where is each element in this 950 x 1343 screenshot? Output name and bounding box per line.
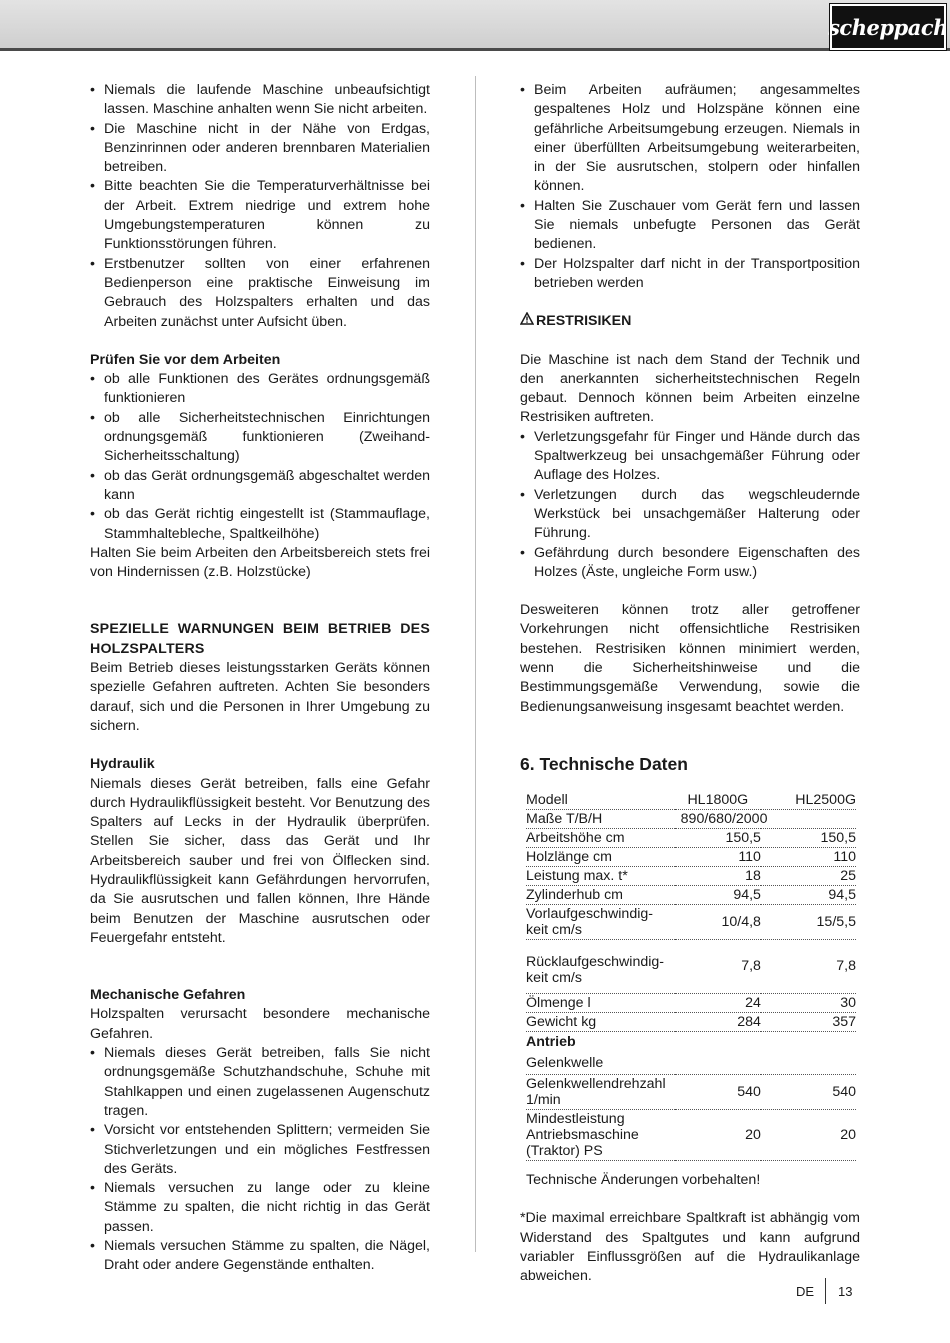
hydraulik-text: Niemals dieses Gerät betreiben, falls eine Gefahr durch Hydraulikflüssigkeit besteht. Vor Benutzung des Spalters auf Lecks in der Hydraulik überprüfen. Stellen Sie sicher, dass das Gerät und Ihr Arbeitsbereich sauber und frei von Ölflecken sind. Hydraulikflüssigkeit kann Gefährdungen hervorrufen, da Sie ausrutschen und fallen können, Ihre Hände beim Benutzen der Maschine ausrutschen oder Feuergefahr entsteht. [90,775,430,946]
check-heading: Prüfen Sie vor dem Arbeiten [90,351,281,368]
table-cell: 20 [675,1109,761,1160]
table-cell: Vorlaufgeschwindig-keit cm/s [526,904,675,939]
table-cell: 94,5 [761,885,856,904]
footnote: *Die maximal erreichbare Spaltkraft ist abhängig vom Widerstand des Spaltgutes und kann aufgrund variabler Einflussgrößen auf die Hydraulikanlage abweichen. [520,1210,860,1285]
table-cell: 150,5 [761,828,856,847]
table-cell: Zylinderhub cm [526,885,675,904]
table-row [526,904,856,939]
rest-text: Die Maschine ist nach dem Stand der Technik und den anerkannten sicherheitstechnischen Regeln gebaut. Dennoch können beim Arbeiten einzelne Restrisiken auftreten. [520,351,860,426]
table-cell: 540 [761,1074,856,1109]
table-cell: 890/680/2000 [675,809,856,828]
changes-note: Technische Änderungen vorbehalten! [526,1171,761,1188]
list-item: • Beim Arbeiten aufräumen; angesammeltes gespaltenes Holz und Holzspäne können eine gefährliche Arbeitsumgebung erzeugen. Niemals in einer überfüllten Arbeitsumgebung weiterarbeiten, in der Sie ausrutschen, stolpern oder hinfallen können. [520,81,860,197]
brand-name: scheppach [828,14,948,40]
list-item: • Verletzungsgefahr für Finger und Hände durch das Spaltwerkzeug bei unsachgemäßer Führung oder Auflage des Holzes. [520,428,860,486]
column-divider [475,76,476,1252]
list-item: • ob alle Sicherheitstechnischen Einrichtungen ordnungsgemäß funktionieren (Zweihand- Sicherheitsschaltung) [90,409,430,467]
mech-text: Holzspalten verursacht besondere mechanische Gefahren. [90,1006,430,1042]
table-cell: 7,8 [675,939,761,993]
list-item: • ob das Gerät richtig eingestellt ist (Stammauflage, Stammhaltebleche, Spaltkeilhöhe) [90,505,430,544]
table-row [526,847,856,866]
intro-list [90,81,430,332]
table-cell: Holzlänge cm [526,847,675,866]
list-item: • Halten Sie Zuschauer vom Gerät fern und lassen Sie niemals unbefugte Personen das Gerät bedienen. [520,197,860,255]
list-item: • ob das Gerät ordnungsgemäß abgeschaltet werden kann [90,467,430,506]
table-cell: 25 [761,866,856,885]
table-cell: 7,8 [761,939,856,993]
table-row [526,866,856,885]
rest-text-2: Desweiteren können trotz aller getroffener Vorkehrungen nicht offensichtliche Restrisiken bestehen. Restrisiken können minimiert werden, wenn die Sicherheitshinweise und die Bestimmungsgemäße Verwendung, sowie die Bedienungsanweisung insgesamt beachtet werden. [520,602,860,715]
right-column [520,81,860,1286]
table-cell: Gelenkwelle [526,1053,856,1075]
table-cell: 357 [761,1012,856,1031]
table-cell: 540 [675,1074,761,1109]
table-row [526,809,856,828]
table-cell: 110 [761,847,856,866]
rest-list [520,428,860,582]
table-row [526,885,856,904]
table-cell: HL1800G [675,791,761,810]
special-text: Beim Betrieb dieses leistungsstarken Geräts können spezielle Gefahren auftreten. Achten Sie besonders darauf, sich und die Personen in Ihrer Umgebung zu sichern. [90,660,430,734]
table-row [526,1074,856,1109]
table-cell: Gewicht kg [526,1012,675,1031]
table-cell: Ölmenge l [526,993,675,1012]
table-row [526,993,856,1012]
brand-logo [830,4,946,50]
list-item: • Gefährdung durch besondere Eigenschaften des Holzes (Äste, ungleiche Form usw.) [520,544,860,583]
list-item: • Bitte beachten Sie die Temperaturverhältnisse bei der Arbeit. Extrem niedrige und extrem hohe Umgebungstemperaturen können zu Funktionsstörungen führen. [90,177,430,254]
table-row [526,1053,856,1075]
list-item: • Der Holzspalter darf nicht in der Transportposition betrieben werden [520,255,860,294]
check-note: Halten Sie beim Arbeiten den Arbeitsbereich stets frei von Hindernissen (z.B. Holzstücke) [90,544,430,581]
list-item: • Die Maschine nicht in der Nähe von Erdgas, Benzinrinnen oder anderen brennbaren Materialien betreiben. [90,120,430,178]
table-cell: 110 [675,847,761,866]
special-heading: SPEZIELLE WARNUNGEN BEIM BETRIEB DES HOLZSPALTERS [90,621,430,657]
rest-heading-line [520,312,860,331]
page-number: 13 [838,1284,853,1299]
list-item: • Verletzungen durch das wegschleudernde Werkstück bei unsachgemäßer Halterung oder Führung. [520,486,860,544]
table-cell: 24 [675,993,761,1012]
table-row [526,1031,856,1053]
mech-list [90,1044,430,1276]
table-cell: 284 [675,1012,761,1031]
mech-heading: Mechanische Gefahren [90,987,246,1004]
footer-language: DE [796,1284,815,1299]
table-row [526,828,856,847]
table-row [526,1109,856,1160]
table-cell: 94,5 [675,885,761,904]
table-cell: 20 [761,1109,856,1160]
table-cell: Antrieb [526,1033,576,1050]
table-cell: 15/5,5 [761,904,856,939]
table-cell: 150,5 [675,828,761,847]
table-cell: Maße T/B/H [526,809,675,828]
table-cell: 30 [761,993,856,1012]
warning-triangle-icon [520,312,536,331]
table-cell: Rücklaufgeschwindig-keit cm/s [526,939,675,993]
list-item: • Niemals die laufende Maschine unbeaufsichtigt lassen. Maschine anhalten wenn Sie nicht arbeiten. [90,81,430,120]
table-cell: Gelenkwellendrehzahl 1/min [526,1074,675,1109]
table-cell: Leistung max. t* [526,866,675,885]
list-item: • ob alle Funktionen des Gerätes ordnungsgemäß funktionieren [90,370,430,409]
table-row [526,1012,856,1031]
right-list [520,81,860,293]
table-cell: Arbeitshöhe cm [526,828,675,847]
check-list [90,370,430,544]
table-cell: 10/4,8 [675,904,761,939]
table-row [526,791,856,810]
list-item: • Niemals versuchen Stämme zu spalten, die Nägel, Draht oder andere Gegenstände enthalten. [90,1237,430,1276]
table-cell: HL2500G [761,791,856,810]
footer-divider [825,1278,826,1304]
rest-heading: RESTRISIKEN [536,313,632,330]
hydraulik-heading: Hydraulik [90,756,155,773]
table-cell: 18 [675,866,761,885]
list-item: • Erstbenutzer sollten von einer erfahrenen Bedienperson eine praktische Einweisung im Gebrauch des Holzspalters erhalten und das Arbeiten zunächst unter Aufsicht üben. [90,255,430,332]
table-row [526,939,856,993]
list-item: • Vorsicht vor entstehenden Splittern; vermeiden Sie Stichverletzungen und ein mögliches Festfressen des Geräts. [90,1121,430,1179]
list-item: • Niemals dieses Gerät betreiben, falls Sie nicht ordnungsgemäße Schutzhandschuhe, Schuhe mit Stahlkappen und einen zugelassenen Augenschutz tragen. [90,1044,430,1121]
tech-table [526,791,856,1161]
header-band [0,0,950,51]
tech-heading: 6. Technische Daten [520,753,688,774]
left-column [90,81,430,1276]
table-cell: Modell [526,791,675,810]
table-cell: Mindestleistung Antriebsmaschine (Traktor) PS [526,1109,675,1160]
list-item: • Niemals versuchen zu lange oder zu kleine Stämme zu spalten, die nicht richtig in das Gerät passen. [90,1179,430,1237]
